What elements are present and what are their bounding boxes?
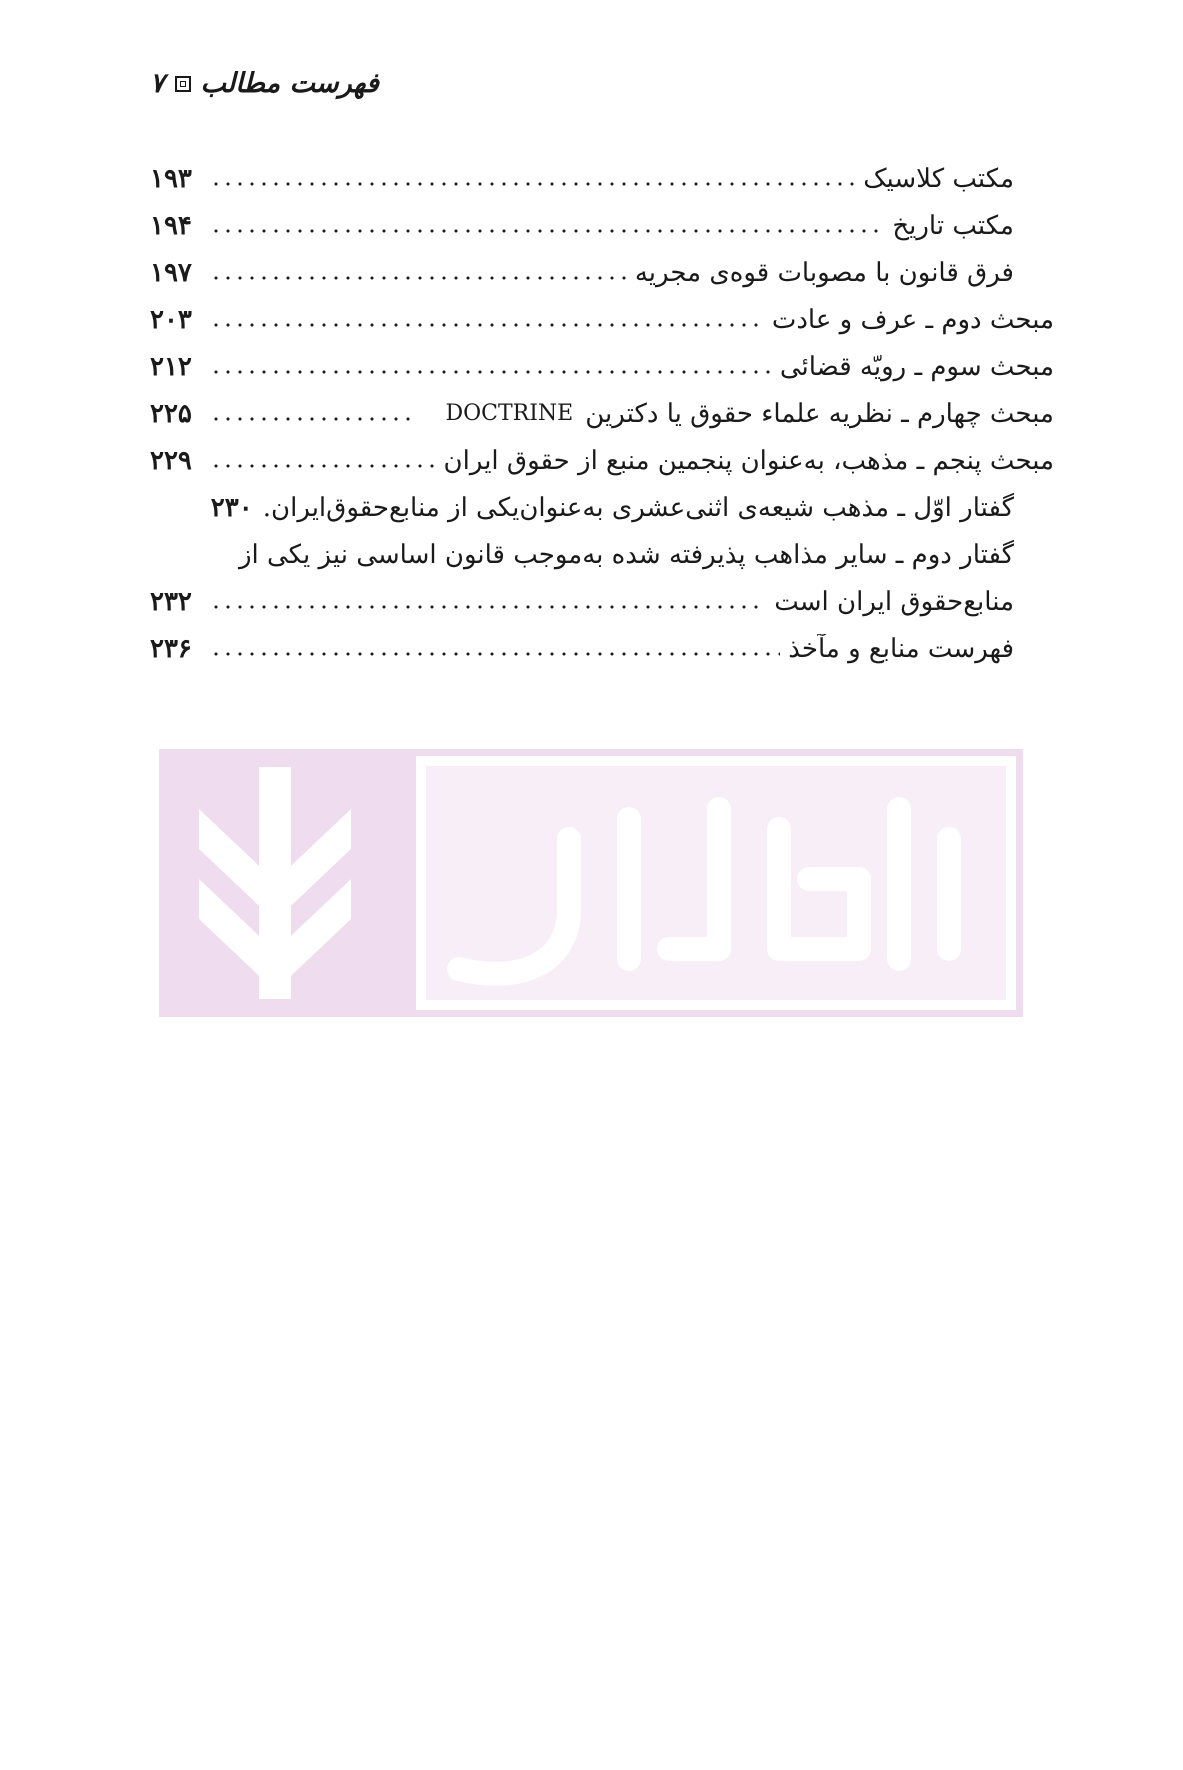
toc-entry-page: ۱۹۷ [150,257,192,288]
toc-entry-title: مکتب کلاسیک [863,163,1014,194]
toc-entry-title: مکتب تاریخ [892,210,1014,241]
toc-entry [150,296,1054,343]
dot-leader [210,417,414,421]
toc-entry-title: مبحث پنجم ـ مذهب، به‌عنوان پنجمین منبع از حقوق ایران [443,445,1054,476]
toc-entry [150,531,1054,578]
page-number: ۷ [150,68,165,99]
toc-entry-title: منابع‌حقوق ایران است [774,586,1014,617]
dot-leader [210,464,436,468]
toc-entry [150,343,1054,390]
toc-entry-title: گفتار دوم ـ سایر مذاهب پذیرفته شده به‌موجب قانون اساسی نیز یکی از [238,539,1014,570]
dot-leader [210,182,855,186]
toc-entry-page: ۲۳۲ [150,586,192,617]
toc-entry [150,625,1054,672]
header-title: فهرست مطالب [200,68,379,99]
dot-leader [210,323,764,327]
toc-entry [150,155,1054,202]
toc-entry-page: ۲۱۲ [150,351,192,382]
toc-entry [150,437,1054,484]
toc-entry-title-latin: DOCTRINE [445,401,574,426]
running-header [150,68,379,99]
toc-entry [150,484,1054,531]
dot-leader [210,605,766,609]
watermark-logo [159,749,1023,1017]
toc-entry-title: گفتار اوّل ـ مذهب شیعه‌ی اثنی‌عشری به‌عنوان‌یکی از منابع‌حقوق‌ایران. [262,492,1014,523]
toc-entry-title: مبحث سوم ـ رویّه قضائی [779,351,1054,382]
toc-entry-page: ۲۰۳ [150,304,192,335]
toc-entry-page: ۲۳۰ [210,492,253,523]
toc-entry [150,390,1054,437]
dot-leader [210,276,627,280]
toc-entry-title: فرق قانون با مصوبات قوه‌ی مجریه [634,257,1014,288]
toc-entry-title: مبحث چهارم ـ نظریه علماء حقوق یا دکترین [585,398,1054,429]
toc-entry-page: ۲۲۵ [150,398,192,429]
dot-leader [210,229,884,233]
toc-entry [150,202,1054,249]
square-ornament-icon [175,76,191,92]
toc-entry-page: ۱۹۴ [150,210,192,241]
toc-entry-page: ۱۹۳ [150,163,192,194]
dot-leader [210,370,772,374]
toc-entry [150,249,1054,296]
toc-entry-continuation [150,578,1054,625]
toc-entry-title: فهرست منابع و مآخذ [788,633,1014,664]
toc-entry-page: ۲۲۹ [150,445,192,476]
toc-entry-title: مبحث دوم ـ عرف و عادت [771,304,1054,335]
toc-entry-page: ۲۳۶ [150,633,192,664]
table-of-contents [150,155,1054,672]
dot-leader [210,652,780,656]
